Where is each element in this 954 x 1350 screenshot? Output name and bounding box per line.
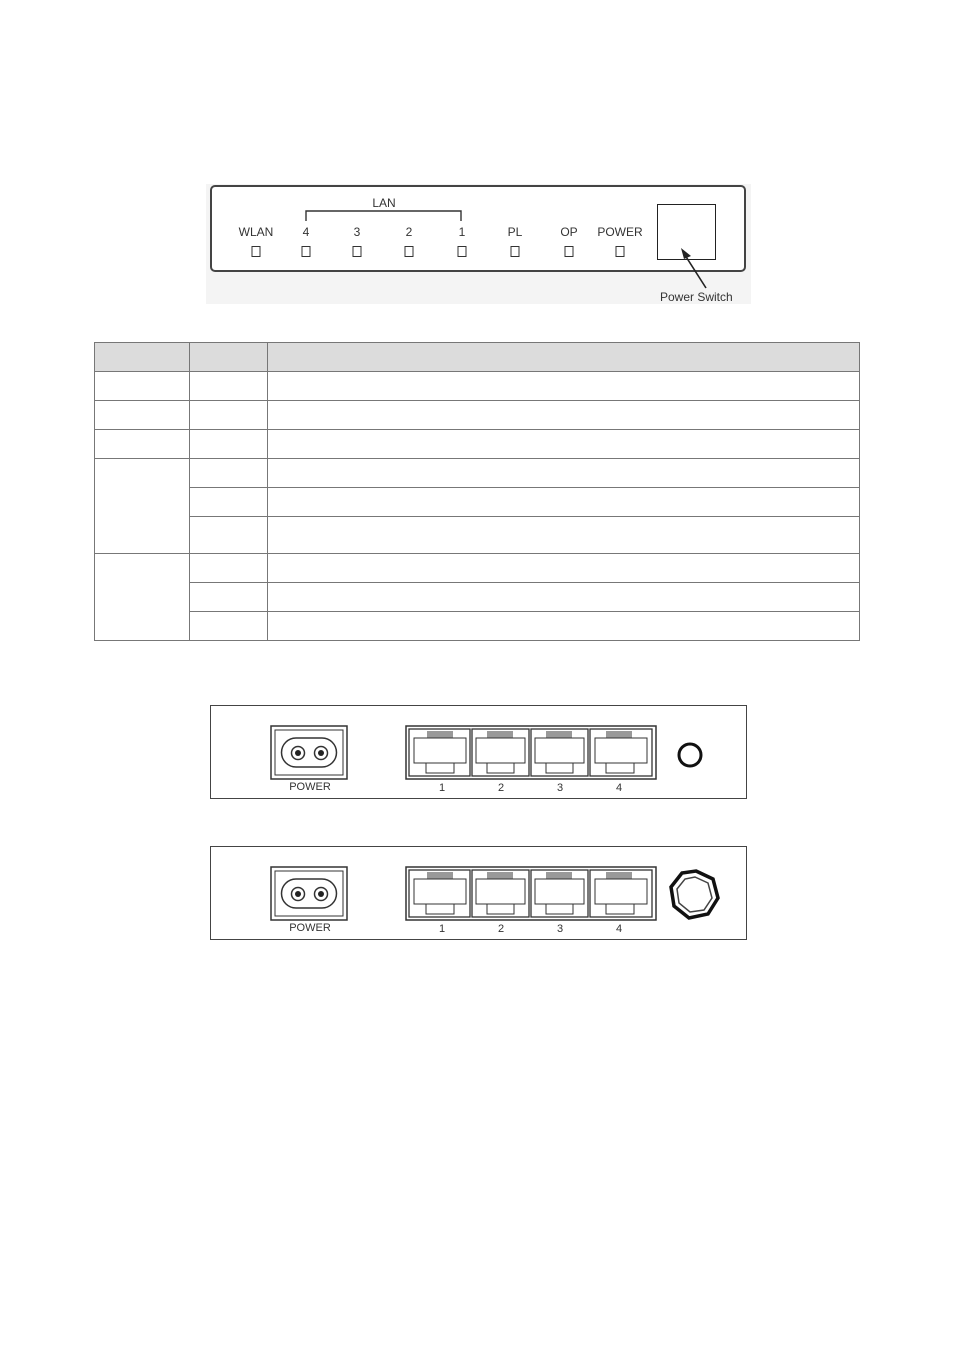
led-lan1 xyxy=(458,246,467,257)
led-lan4 xyxy=(302,246,311,257)
led-label-lan1: 1 xyxy=(458,225,466,239)
table-cell xyxy=(190,401,268,430)
table-cell xyxy=(95,372,190,401)
led-lan3 xyxy=(353,246,362,257)
table-row xyxy=(95,488,860,517)
table-cell xyxy=(268,583,860,612)
table-cell xyxy=(95,401,190,430)
table-row xyxy=(95,554,860,583)
table-cell xyxy=(268,401,860,430)
led-op xyxy=(565,246,574,257)
table-cell xyxy=(190,517,268,554)
table-cell xyxy=(268,554,860,583)
table-row xyxy=(95,372,860,401)
rear1-port-label-2: 2 xyxy=(497,782,505,794)
led-lan2 xyxy=(405,246,414,257)
led-table xyxy=(94,342,860,641)
table-row xyxy=(95,459,860,488)
rear2-port-label-3: 3 xyxy=(556,923,564,935)
table-header-cell xyxy=(268,343,860,372)
table-cell xyxy=(190,430,268,459)
led-pl xyxy=(511,246,520,257)
table-cell xyxy=(268,459,860,488)
power-switch-label: Power Switch xyxy=(660,290,733,304)
power-inlet xyxy=(271,726,347,779)
table-row xyxy=(95,517,860,554)
table-cell xyxy=(190,488,268,517)
table-cell xyxy=(95,430,190,459)
lan-port-block xyxy=(406,867,656,920)
table-cell xyxy=(268,488,860,517)
led-label-lan2: 2 xyxy=(405,225,413,239)
table-cell xyxy=(268,430,860,459)
table-header-cell xyxy=(190,343,268,372)
round-connector xyxy=(679,744,701,766)
table-cell xyxy=(190,554,268,583)
rear2-port-label-4: 4 xyxy=(615,923,623,935)
table-row xyxy=(95,583,860,612)
table-cell xyxy=(268,372,860,401)
led-wlan xyxy=(252,246,261,257)
led-label-op: OP xyxy=(560,225,578,239)
led-power xyxy=(616,246,625,257)
power-inlet xyxy=(271,867,347,920)
rear1-power-label: POWER xyxy=(289,781,331,793)
table-header-row xyxy=(95,343,860,372)
table-cell xyxy=(268,517,860,554)
table-cell xyxy=(268,612,860,641)
table-row xyxy=(95,612,860,641)
rear1-port-label-3: 3 xyxy=(556,782,564,794)
rear1-port-label-4: 4 xyxy=(615,782,623,794)
table-cell xyxy=(190,583,268,612)
led-label-lan3: 3 xyxy=(353,225,361,239)
led-label-wlan: WLAN xyxy=(238,225,274,239)
hex-connector xyxy=(671,871,718,918)
table-cell xyxy=(190,612,268,641)
rear2-port-label-1: 1 xyxy=(438,923,446,935)
lan-port-block xyxy=(406,726,656,779)
led-label-pl: PL xyxy=(507,225,523,239)
table-header-cell xyxy=(95,343,190,372)
rear2-port-label-2: 2 xyxy=(497,923,505,935)
table-cell xyxy=(95,459,190,554)
lan-group-label: LAN xyxy=(372,196,396,210)
table-row xyxy=(95,430,860,459)
table-row xyxy=(95,401,860,430)
rear1-port-label-1: 1 xyxy=(438,782,446,794)
table-cell xyxy=(190,459,268,488)
led-label-lan4: 4 xyxy=(302,225,310,239)
table-cell xyxy=(190,372,268,401)
rear2-power-label: POWER xyxy=(289,922,331,934)
led-label-power: POWER xyxy=(597,225,643,239)
table-cell xyxy=(95,554,190,641)
power-switch-arrow xyxy=(676,244,716,292)
